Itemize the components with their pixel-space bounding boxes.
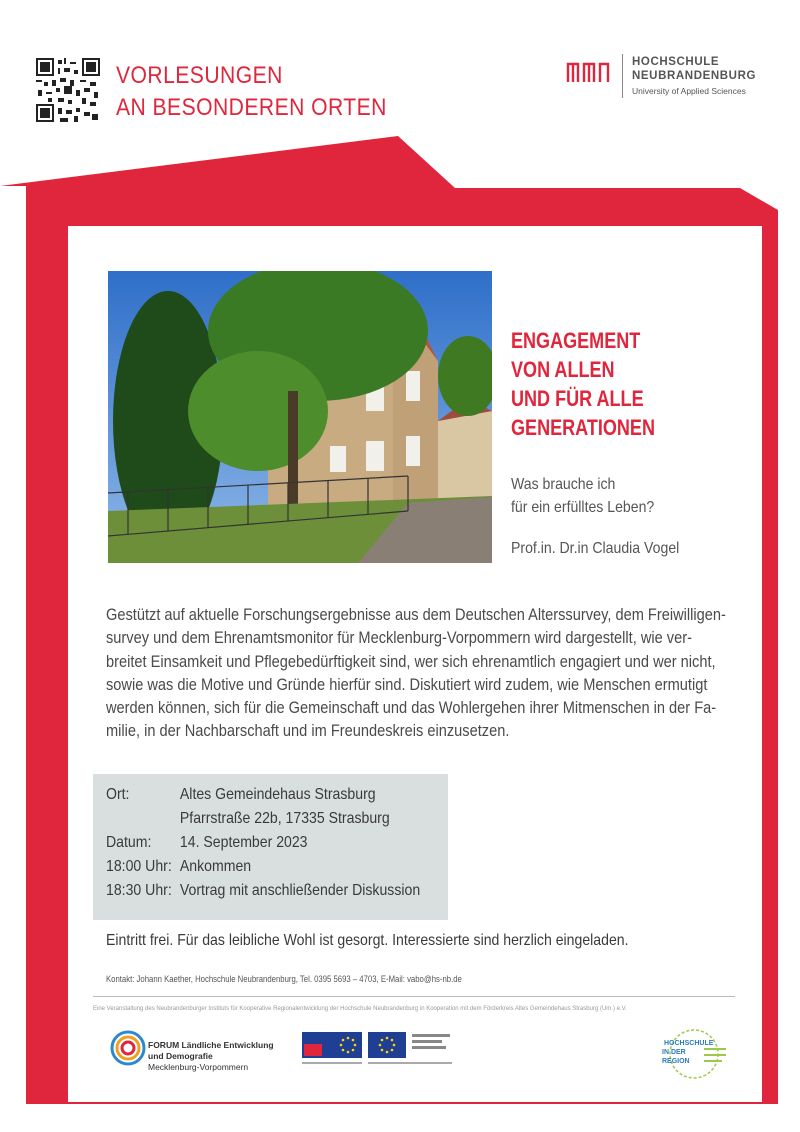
time-label: 18:30 Uhr:	[106, 882, 172, 899]
building-photo	[108, 271, 492, 563]
place-value: Altes Gemeindehaus Strasburg	[179, 786, 376, 803]
talk-subtitle-line: Was brauche ich	[511, 476, 616, 493]
series-title	[116, 60, 387, 124]
time-row-arrival	[106, 858, 251, 876]
footer-divider	[93, 996, 735, 997]
qr-code-icon[interactable]	[36, 58, 100, 122]
talk-title-line: VON ALLEN	[511, 357, 615, 382]
abstract-line: milie, in der Nachbarschaft und im Freundeskreis einzusetzen.	[106, 722, 510, 741]
abstract-line: survey und dem Ehrenamtsmonitor für Mecklenburg-Vorpommern wird dargestellt, wie ver-	[106, 629, 692, 648]
abstract-line: Gestützt auf aktuelle Forschungsergebnisse aus dem Deutschen Alterssurvey, dem Freiwilligen-	[106, 606, 726, 624]
admission-note: Eintritt frei. Für das leibliche Wohl ist gesorgt. Interessierte sind herzlich eingeladen.	[106, 932, 629, 949]
place-row	[106, 786, 376, 804]
forum-logo-icon	[110, 1030, 146, 1066]
talk-title-line: GENERATIONEN	[511, 415, 655, 440]
university-tagline: University of Applied Sciences	[632, 86, 746, 96]
talk-title	[511, 326, 655, 442]
time-value: Ankommen	[179, 858, 252, 875]
time-value: Vortrag mit anschließender Diskussion	[179, 882, 421, 899]
abstract-line: sowie was die Motive und Gründe hierfür sind. Diskutiert wird zudem, wie Menschen ermutigt	[106, 675, 708, 694]
logo-separator	[622, 54, 623, 98]
talk-subtitle	[511, 473, 654, 519]
series-title-line2: AN BESONDEREN ORTEN	[116, 94, 387, 121]
hir-line1: HOCHSCHULE	[664, 1040, 714, 1047]
talk-subtitle-line: für ein erfülltes Leben?	[511, 499, 655, 516]
abstract-line: breitet Einsamkeit und Pflegebedürftigkeit sind, wer sich ehrenamtlich engagiert und wer nicht,	[106, 652, 716, 671]
date-label: Datum:	[106, 834, 152, 851]
time-row-talk	[106, 882, 420, 900]
forum-name-line1: FORUM Ländliche Entwicklung	[148, 1040, 274, 1050]
hir-line2: IN DER	[662, 1049, 686, 1056]
university-name-line2: NEUBRANDENBURG	[632, 70, 757, 82]
series-title-line1: VORLESUNGEN	[116, 62, 283, 89]
date-value: 14. September 2023	[179, 834, 308, 851]
abstract-line: werden können, sich für die Gemeinschaft und das Wohlergehen ihrer Mitmenschen in der Fa-	[106, 699, 717, 718]
talk-title-line: UND FÜR ALLE	[511, 386, 644, 411]
abstract-text	[106, 604, 726, 744]
time-label: 18:00 Uhr:	[106, 858, 172, 875]
forum-name-line2: und Demografie	[148, 1051, 213, 1061]
organizer-note: Eine Veranstaltung des Neubrandenburger Instituts für Kooperative Regionalentwicklung der Hochschule Neubrandenburg in Kooperation mit dem Förderkreis Altes Gemeindehaus Strasburg (Um.) e.V.	[93, 1006, 627, 1012]
address-value: Pfarrstraße 22b, 17335 Strasburg	[179, 810, 390, 827]
date-row	[106, 834, 308, 852]
address-row	[106, 810, 390, 828]
speaker-name: Prof.in. Dr.in Claudia Vogel	[511, 540, 680, 557]
forum-name-line3: Mecklenburg-Vorpommern	[148, 1062, 249, 1072]
university-logo-icon	[566, 60, 610, 84]
eu-funding-logos	[300, 1030, 456, 1070]
talk-title-line: ENGAGEMENT	[511, 328, 641, 353]
contact-line: Kontakt: Johann Kaether, Hochschule Neubrandenburg, Tel. 0395 5693 – 4703, E-Mail: vabo@hs-nb.de	[106, 974, 462, 984]
hir-line3: REGION	[662, 1058, 690, 1065]
university-name-line1: HOCHSCHULE	[632, 56, 720, 68]
place-label: Ort:	[106, 786, 130, 803]
